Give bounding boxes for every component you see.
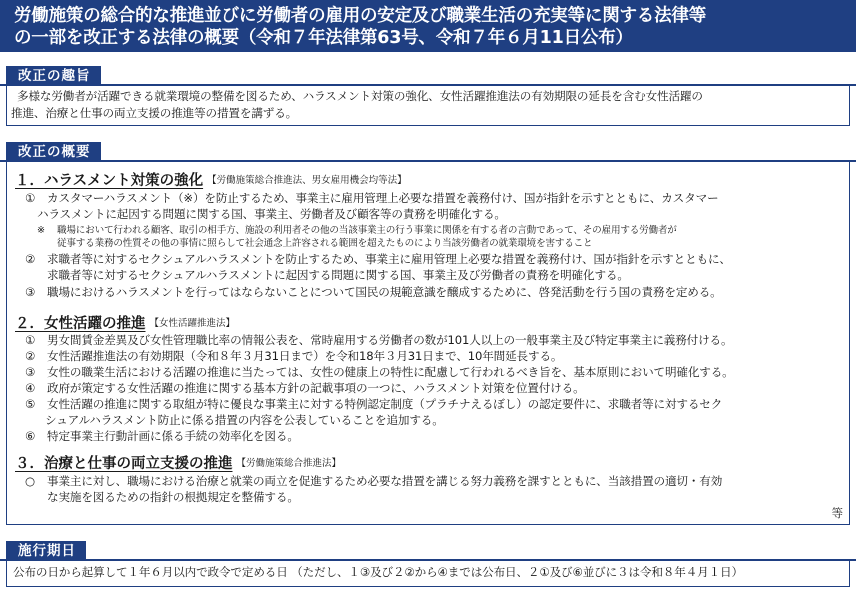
item-number: ③ xyxy=(25,365,36,379)
section-1-heading xyxy=(15,172,407,190)
title-line-1: 労働施策の総合的な推進並びに労働者の雇用の安定及び職業生活の充実等に関する法律等 xyxy=(14,6,706,26)
s2-item-1 xyxy=(25,332,732,349)
purpose-box xyxy=(6,86,850,126)
purpose-header xyxy=(0,66,856,86)
document-title xyxy=(0,0,856,52)
s2-item-5 xyxy=(25,396,722,413)
s1-note-cont: 従事する業務の性質その他の事情に照らして社会通念上許容される範囲を超えたものにより当該労働者の就業環境を害すること xyxy=(57,238,593,249)
item-text: 事業主に対し、職場における治療と就業の両立を促進するため必要な措置を講じる努力義務を課すとともに、当該措置の適切・有効 xyxy=(47,474,723,488)
s1-item-1-cont: ハラスメントに起因する問題に関する国、事業主、労働者及び顧客等の責務を明確化する。 xyxy=(37,207,506,221)
item-number: ④ xyxy=(25,381,36,395)
section-3-heading xyxy=(15,455,341,473)
item-text: 職場におけるハラスメントを行ってはならないことについて国民の規範意識を醸成するために、啓発活動を行う国の責務を定める。 xyxy=(47,285,722,299)
item-number: ① xyxy=(25,333,36,347)
item-number: ③ xyxy=(25,285,36,299)
s1-item-1 xyxy=(25,190,718,207)
effective-header xyxy=(0,541,856,561)
purpose-line-2: 推進、治療と仕事の両立支援の推進等の措置を講ずる。 xyxy=(11,106,298,120)
item-text: カスタマーハラスメント（※）を防止するため、事業主に雇用管理上必要な措置を義務付け、国が指針を示すとともに、カスタマー xyxy=(47,191,719,205)
overview-box xyxy=(6,162,850,525)
item-text: 特定事業主行動計画に係る手続の効率化を図る。 xyxy=(47,429,299,443)
title-line-2: の一部を改正する法律の概要（令和７年法律第63号、令和７年６月11日公布） xyxy=(14,28,633,48)
section-1-law: 【労働施策総合推進法、男女雇用機会均等法】 xyxy=(207,175,407,186)
section-2-heading xyxy=(15,315,235,333)
section-3-title: ３．治療と仕事の両立支援の推進 xyxy=(15,456,233,472)
item-number: ⑥ xyxy=(25,429,36,443)
item-text: 女性活躍の推進に関する取組が特に優良な事業主に対する特例認定制度（プラチナえるぼし）の認定要件に、求職者等に対するセク xyxy=(47,397,723,411)
s2-item-4 xyxy=(25,380,585,397)
s2-item-3 xyxy=(25,364,734,381)
effective-heading: 施行期日 xyxy=(6,541,86,561)
item-number: ② xyxy=(25,349,36,363)
item-text: 求職者等に対するセクシュアルハラスメントを防止するため、事業主に雇用管理上必要な措置を義務付け、国が指針を示すとともに、 xyxy=(47,252,731,266)
s1-item-3 xyxy=(25,284,722,301)
section-1-title: １．ハラスメント対策の強化 xyxy=(15,173,204,189)
section-3-law: 【労働施策総合推進法】 xyxy=(236,458,342,469)
item-text: 政府が策定する女性活躍の推進に関する基本方針の記載事項の一つに、ハラスメント対策を位置付ける。 xyxy=(47,381,585,395)
overview-header xyxy=(0,142,856,162)
item-text: 女性活躍推進法の有効期限（令和８年３月31日まで）を令和18年３月31日まで、10年間延長する。 xyxy=(47,349,563,363)
item-number: ⑤ xyxy=(25,397,36,411)
section-2-title: ２．女性活躍の推進 xyxy=(15,316,146,332)
etc-label: 等 xyxy=(831,506,843,520)
s3-item-1-cont: な実施を図るための指針の根拠規定を整備する。 xyxy=(47,490,299,504)
note-text: 職場において行われる顧客、取引の相手方、施設の利用者その他の当該事業主の行う事業に関係を有する者の言動であって、その雇用する労働者が xyxy=(57,225,677,236)
item-text: 女性の職業生活における活躍の推進に当たっては、女性の健康上の特性に配慮して行われるべき旨を、基本原則において明確化する。 xyxy=(47,365,734,379)
s2-item-2 xyxy=(25,348,562,365)
s1-item-2 xyxy=(25,251,731,268)
s2-item-6 xyxy=(25,428,299,445)
s1-item-2-cont: 求職者等に対するセクシュアルハラスメントに起因する問題に関する国、事業主及び労働者の責務を明確化する。 xyxy=(47,268,629,282)
effective-text: 公布の日から起算して１年６月以内で政令で定める日 （ただし、１③及び２②から④までは公布日、２①及び⑥並びに３は令和８年４月１日） xyxy=(13,565,743,579)
item-text: 男女間賃金差異及び女性管理職比率の情報公表を、常時雇用する労働者の数が101人以上の一般事業主及び特定事業主に義務付ける。 xyxy=(47,333,733,347)
purpose-heading: 改正の趣旨 xyxy=(6,66,101,86)
purpose-line-1: 多様な労働者が活躍できる就業環境の整備を図るため、ハラスメント対策の強化、女性活躍推進法の有効期限の延長を含む女性活躍の xyxy=(17,89,703,103)
note-mark: ※ xyxy=(37,225,45,236)
s1-note xyxy=(37,224,677,237)
effective-box xyxy=(6,561,850,587)
item-number: ② xyxy=(25,252,36,266)
item-bullet: ○ xyxy=(25,474,35,488)
s3-item-1 xyxy=(25,473,722,490)
section-2-law: 【女性活躍推進法】 xyxy=(149,318,236,329)
item-number: ① xyxy=(25,191,36,205)
s2-item-5-cont: シュアルハラスメント防止に係る措置の内容を公表していることを追加する。 xyxy=(45,413,444,427)
overview-heading: 改正の概要 xyxy=(6,142,101,162)
